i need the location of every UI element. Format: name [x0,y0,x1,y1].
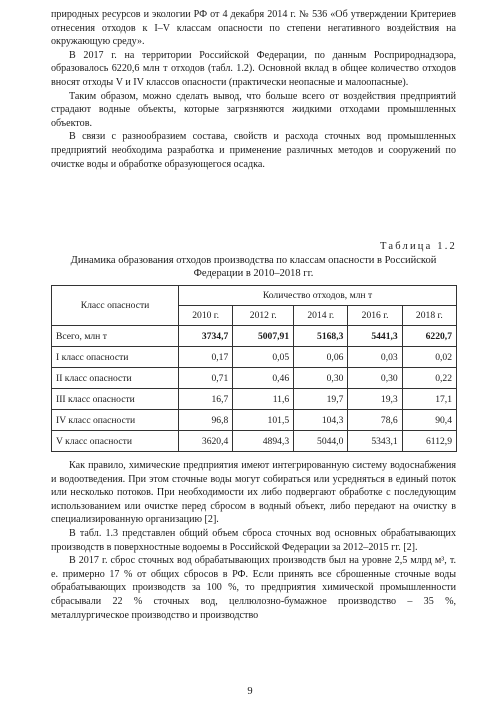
cell: 101,5 [233,410,294,431]
cell: 5168,3 [294,326,348,347]
cell: 0,22 [402,368,456,389]
cell: 19,3 [348,389,402,410]
paragraph: В 2017 г. сброс сточных вод обрабатывающих производств был на уровне 2,5 млрд м³, т. е. примерно 17 % от общих сбросов в РФ. Если принять все сброшенные сточные воды обрабатывающих производств за 100 %, то предприятия химической промышленности сбрасывали 22 % сточных вод, целлюлозно-бумажное производство – 35 %, металлургическое производство и производство [51,555,456,621]
table-title: Динамика образования отходов производства по классам опасности в Российской Федерации в 2010–2018 гг. [70,255,437,279]
cell: 104,3 [294,410,348,431]
row-label: IV класс опасности [52,410,179,431]
cell: 0,46 [233,368,294,389]
waste-table [51,285,457,452]
table-row [52,389,457,410]
paragraph: В 2017 г. на территории Российской Федерации, по данным Росприроднадзора, образовалось 6220,6 млн т отходов (табл. 1.2). Основной вклад в общее количество отходов вносят отходы V и IV классов опасности (практически неопасные и малоопасные). [51,49,456,88]
cell: 0,02 [402,347,456,368]
year-header: 2012 г. [233,306,294,326]
year-header: 2014 г. [294,306,348,326]
cell: 6112,9 [402,431,456,452]
cell: 78,6 [348,410,402,431]
table-number: Таблица 1.2 [380,241,457,252]
page-number: 9 [247,686,253,697]
table-header-row [52,286,457,306]
cell: 5044,0 [294,431,348,452]
table-row [52,347,457,368]
cell: 96,8 [179,410,233,431]
cell: 0,30 [348,368,402,389]
cell: 0,05 [233,347,294,368]
cell: 5343,1 [348,431,402,452]
top-text [51,8,456,171]
class-header: Класс опасности [52,286,179,326]
paragraph: В табл. 1.3 представлен общий объем сброса сточных вод основных обрабатывающих производств в поверхностные водоемы в Российской Федерации за 2012–2015 гг. [2]. [51,527,456,553]
bottom-text [51,459,456,622]
cell: 3620,4 [179,431,233,452]
paragraph: Таким образом, можно сделать вывод, что больше всего от воздействия предприятий страдают водные объекты, которые загрязняются жидкими отходами промышленных объектов. [51,90,456,129]
table-row [52,368,457,389]
table-row [52,410,457,431]
cell: 0,71 [179,368,233,389]
cell: 3734,7 [179,326,233,347]
paragraph: В связи с разнообразием состава, свойств и расхода сточных вод промышленных предприятий необходима разработка и применение различных методов и сооружений по очистке воды и обработке образующегося осадка. [51,131,456,170]
table-row [52,431,457,452]
cell: 11,6 [233,389,294,410]
paragraph: Как правило, химические предприятия имеют интегрированную систему водоснабжения и водоотведения. При этом сточные воды могут собираться или усредняться в единый поток или несколько потоков. При необходимости их либо подвергают обработке с последующим использованием или очистке перед сбросом в водный объект, либо передают на очистку в специализированную организацию [2]. [51,460,456,526]
cell: 0,03 [348,347,402,368]
cell: 0,30 [294,368,348,389]
table-row [52,326,457,347]
row-label: III класс опасности [52,389,179,410]
row-label: I класс опасности [52,347,179,368]
cell: 5441,3 [348,326,402,347]
cell: 0,06 [294,347,348,368]
cell: 90,4 [402,410,456,431]
row-label: Всего, млн т [52,326,179,347]
cell: 0,17 [179,347,233,368]
quantity-header: Количество отходов, млн т [179,286,457,306]
row-label: V класс опасности [52,431,179,452]
cell: 5007,91 [233,326,294,347]
paragraph-continuation: природных ресурсов и экологии РФ от 4 декабря 2014 г. № 536 «Об утверждении Критериев отнесения отходов к I–V классам опасности по степени негативного воздействия на окружающую среду». [51,9,456,48]
year-header: 2016 г. [348,306,402,326]
cell: 6220,7 [402,326,456,347]
cell: 17,1 [402,389,456,410]
year-header: 2010 г. [179,306,233,326]
row-label: II класс опасности [52,368,179,389]
year-header: 2018 г. [402,306,456,326]
cell: 19,7 [294,389,348,410]
cell: 4894,3 [233,431,294,452]
cell: 16,7 [179,389,233,410]
